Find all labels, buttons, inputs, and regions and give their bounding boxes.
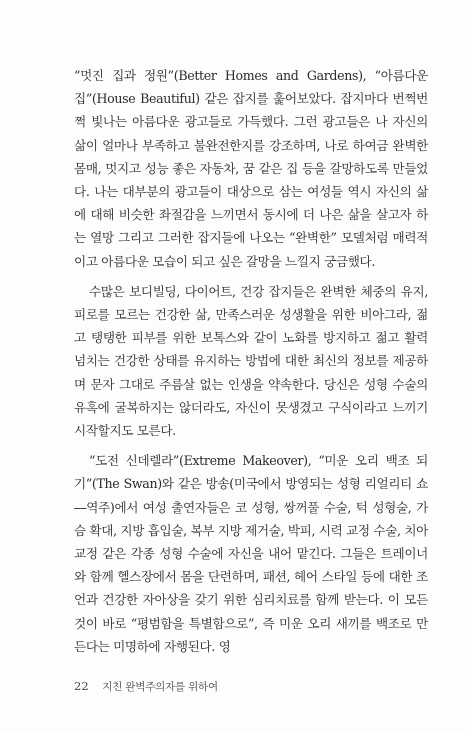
body-text	[74, 64, 428, 665]
page-number: 22	[74, 679, 89, 693]
paragraph-3: “도전 신데렐라”(Extreme Makeover), “미운 오리 백조 되기”(The Swan)와 같은 방송(미국에서 방영되는 성형 리얼리티 쇼―역주)에서 여성 출연자들은 코 성형, 쌍꺼풀 수술, 턱 성형술, 가슴 확대, 지방 흡입술, 복부 지방 제거술, 박피, 시력 교정 수술, 치아 교정 같은 각종 성형 수술에 자신을 내어 맡긴다. 그들은 트레이너와 함께 헬스장에서 몸을 단련하며, 패션, 헤어 스타일 등에 대한 조언과 건강한 자아상을 갖기 위한 심리치료를 함께 받는다. 이 모든 것이 바로 “평범함을 특별함으로”, 즉 미운 오리 새끼를 백조로 만든다는 미명하에 자행된다. 영	[74, 453, 428, 654]
running-title: 지친 완벽주의자를 위하여	[102, 681, 218, 693]
page-footer	[74, 679, 218, 694]
paragraph-2: 수많은 보디빌딩, 다이어트, 건강 잡지들은 완벽한 체중의 유지, 피로를 모르는 건강한 삶, 만족스러운 성생활을 위한 비아그라, 젊고 탱탱한 피부를 위한 보톡스와 같이 노화를 방지하고 젊고 활력 넘치는 건강한 상태를 유지하는 방법에 대한 최신의 정보를 제공하며 문자 그대로 주름살 없는 인생을 약속한다. 당신은 성형 수술의 유혹에 굴복하지는 않더라도, 자신이 못생겼고 구식이라고 느끼기 시작할지도 모른다.	[74, 283, 428, 439]
paragraph-1: “멋진 집과 정원”(Better Homes and Gardens), “아름다운 집”(House Beautiful) 같은 잡지를 훑어보았다. 잡지마다 번쩍번쩍 빛나는 아름다운 광고들로 가득했다. 그런 광고들은 나 자신의 삶이 얼마나 부족하고 불완전한지를 강조하며, 나로 하여금 완벽한 몸매, 멋지고 성능 좋은 자동차, 꿈 같은 집 등을 갈망하도록 만들었다. 나는 대부분의 광고들이 대상으로 삼는 여성들 역시 자신의 삶에 대해 비슷한 좌절감을 느끼면서 동시에 더 나은 삶을 살고자 하는 열망 그리고 그러한 잡지들에 나오는 “완벽한” 모델처럼 매력적이고 아름다운 모습이 되고 싶은 갈망을 느낄지 궁금했다.	[74, 68, 428, 269]
